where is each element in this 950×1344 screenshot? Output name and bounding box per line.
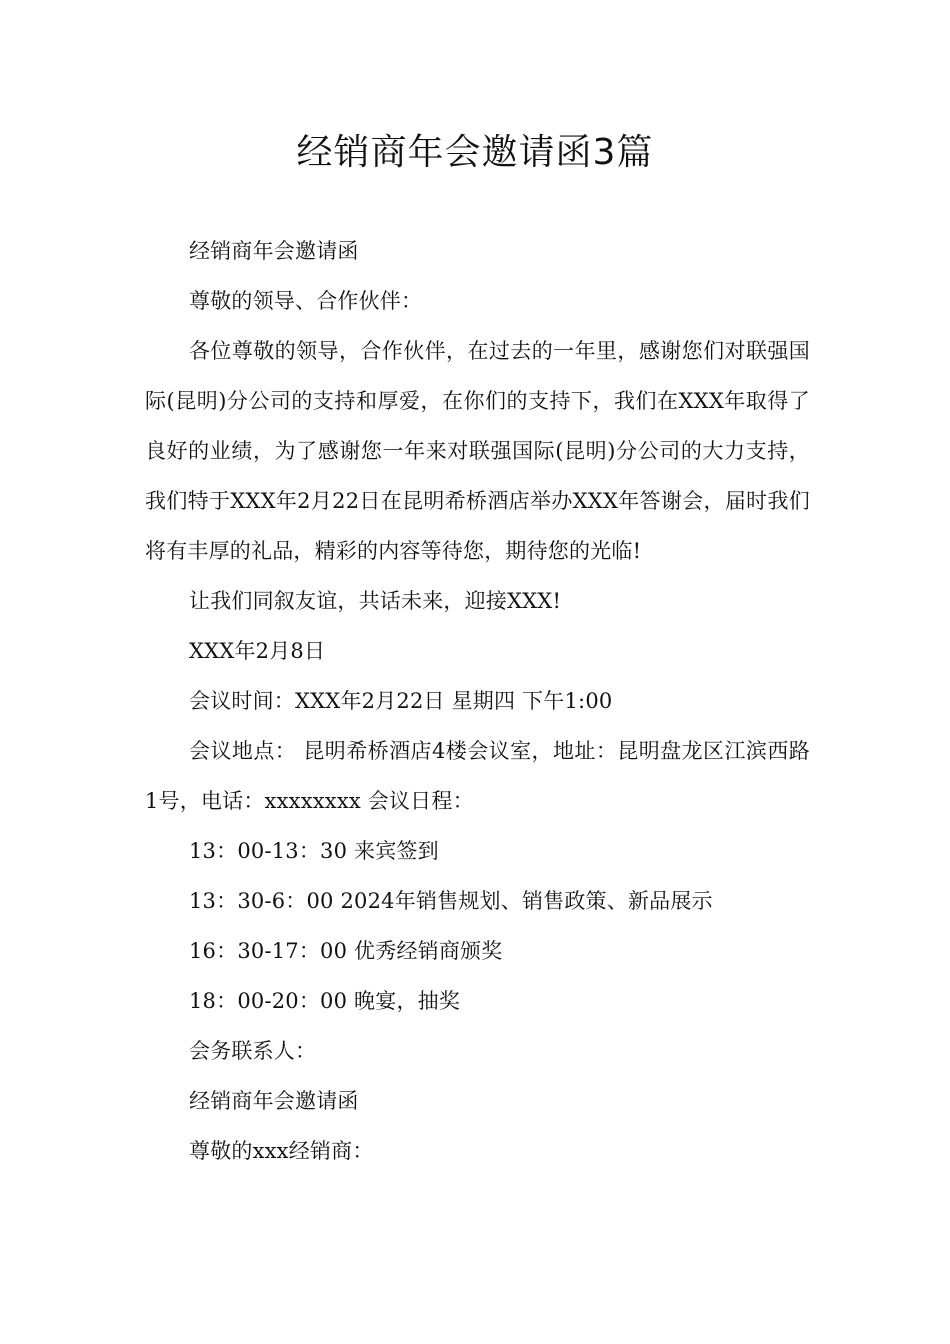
paragraph-heading: 经销商年会邀请函 bbox=[189, 239, 359, 263]
paragraph-meeting-location: 会议地点： 昆明希桥酒店4楼会议室，地址：昆明盘龙区江滨西路1号，电话：xxxxxxxx 会议日程： bbox=[145, 739, 810, 813]
schedule-item: 13：00-13：30 来宾签到 bbox=[189, 839, 439, 863]
schedule-item: 16：30-17：00 优秀经销商颁奖 bbox=[189, 939, 503, 963]
paragraph-heading-2: 经销商年会邀请函 bbox=[189, 1089, 359, 1113]
document-body bbox=[145, 226, 810, 1176]
schedule-item: 13：30-6：00 2024年销售规划、销售政策、新品展示 bbox=[189, 889, 713, 913]
paragraph-contact: 会务联系人： bbox=[189, 1039, 317, 1063]
document-title: 经销商年会邀请函3篇 bbox=[296, 132, 654, 173]
paragraph-meeting-time: 会议时间：XXX年2月22日 星期四 下午1:00 bbox=[189, 689, 613, 713]
paragraph-main: 各位尊敬的领导，合作伙伴，在过去的一年里，感谢您们对联强国际(昆明)分公司的支持和厚爱，在你们的支持下，我们在XXX年取得了良好的业绩，为了感谢您一年来对联强国际(昆明)分公司的大力支持，我们特于XXX年2月22日在昆明希桥酒店举办XXX年答谢会，届时我们将有丰厚的礼品，精彩的内容等待您，期待您的光临! bbox=[145, 339, 810, 563]
paragraph-date: XXX年2月8日 bbox=[189, 639, 326, 663]
paragraph-salutation: 尊敬的领导、合作伙伴： bbox=[189, 289, 423, 313]
paragraph-slogan: 让我们同叙友谊，共话未来，迎接XXX! bbox=[189, 589, 562, 613]
schedule-item: 18：00-20：00 晚宴，抽奖 bbox=[189, 989, 461, 1013]
paragraph-salutation-2: 尊敬的xxx经销商： bbox=[189, 1139, 374, 1163]
